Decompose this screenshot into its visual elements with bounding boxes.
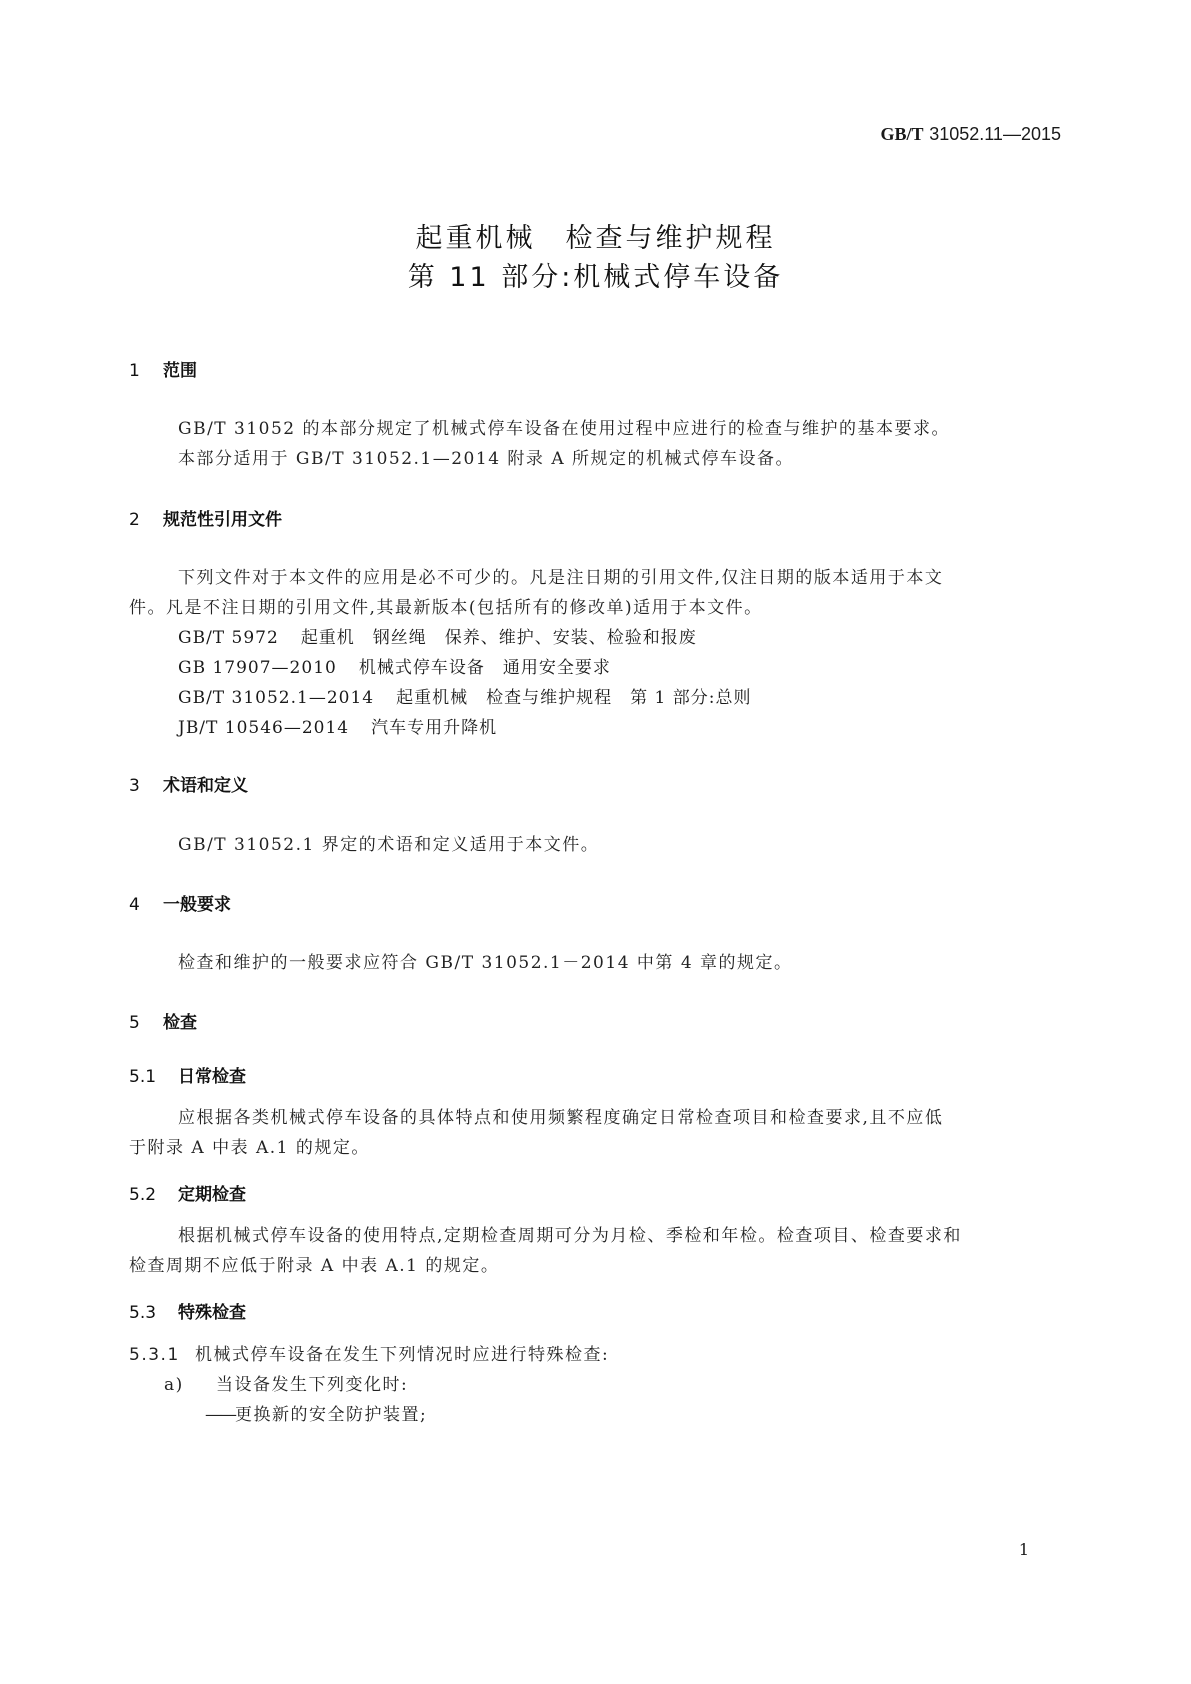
subsection-5-1-paragraph-2: 于附录 A 中表 A.1 的规定。 <box>129 1138 370 1158</box>
section-2-heading: 2 规范性引用文件 <box>129 510 282 530</box>
subsection-5-2-heading: 5.2 定期检查 <box>129 1185 246 1205</box>
section-3-paragraph-1: GB/T 31052.1 界定的术语和定义适用于本文件。 <box>178 835 600 855</box>
section-2-paragraph-1: 下列文件对于本文件的应用是必不可少的。凡是注日期的引用文件,仅注日期的版本适用于本文 <box>178 568 944 588</box>
document-title-line2: 第 11 部分:机械式停车设备 <box>407 262 784 293</box>
section-2-paragraph-2: 件。凡是不注日期的引用文件,其最新版本(包括所有的修改单)适用于本文件。 <box>129 598 763 618</box>
section-1-paragraph-2: 本部分适用于 GB/T 31052.1—2014 附录 A 所规定的机械式停车设备。 <box>178 449 794 469</box>
section-5-heading: 5 检查 <box>129 1013 197 1033</box>
subsection-5-1-paragraph-1: 应根据各类机械式停车设备的具体特点和使用频繁程度确定日常检查项目和检查要求,且不应低 <box>178 1108 944 1128</box>
reference-item: GB 17907—2010 机械式停车设备 通用安全要求 <box>178 658 611 678</box>
standard-prefix: GB/T <box>880 124 924 144</box>
subsection-5-2-paragraph-1: 根据机械式停车设备的使用特点,定期检查周期可分为月检、季检和年检。检查项目、检查要求和 <box>178 1226 962 1246</box>
subsection-5-1-heading: 5.1 日常检查 <box>129 1067 246 1087</box>
standard-code <box>880 124 1061 145</box>
document-title-line1: 起重机械 检查与维护规程 <box>415 223 776 254</box>
subsection-5-3-heading: 5.3 特殊检查 <box>129 1303 246 1323</box>
subsection-5-2-paragraph-2: 检查周期不应低于附录 A 中表 A.1 的规定。 <box>129 1256 500 1276</box>
reference-item: JB/T 10546—2014 汽车专用升降机 <box>178 718 498 738</box>
section-1-paragraph-1: GB/T 31052 的本部分规定了机械式停车设备在使用过程中应进行的检查与维护的基本要求。 <box>178 419 951 439</box>
section-4-paragraph-1: 检查和维护的一般要求应符合 GB/T 31052.1－2014 中第 4 章的规定。 <box>178 953 793 973</box>
section-1-heading: 1 范围 <box>129 361 197 381</box>
section-3-heading: 3 术语和定义 <box>129 776 248 796</box>
reference-item: GB/T 5972 起重机 钢丝绳 保养、维护、安装、检验和报废 <box>178 628 697 648</box>
section-4-heading: 4 一般要求 <box>129 895 231 915</box>
page-number: 1 <box>1018 1540 1029 1559</box>
list-item-a: a) 当设备发生下列变化时: <box>164 1375 409 1395</box>
reference-item: GB/T 31052.1—2014 起重机械 检查与维护规程 第 1 部分:总则 <box>178 688 752 708</box>
list-item-dash: ——更换新的安全防护装置; <box>205 1405 428 1425</box>
standard-number: 31052.11—2015 <box>929 124 1061 144</box>
clause-5-3-1: 5.3.1 机械式停车设备在发生下列情况时应进行特殊检查: <box>129 1345 610 1365</box>
